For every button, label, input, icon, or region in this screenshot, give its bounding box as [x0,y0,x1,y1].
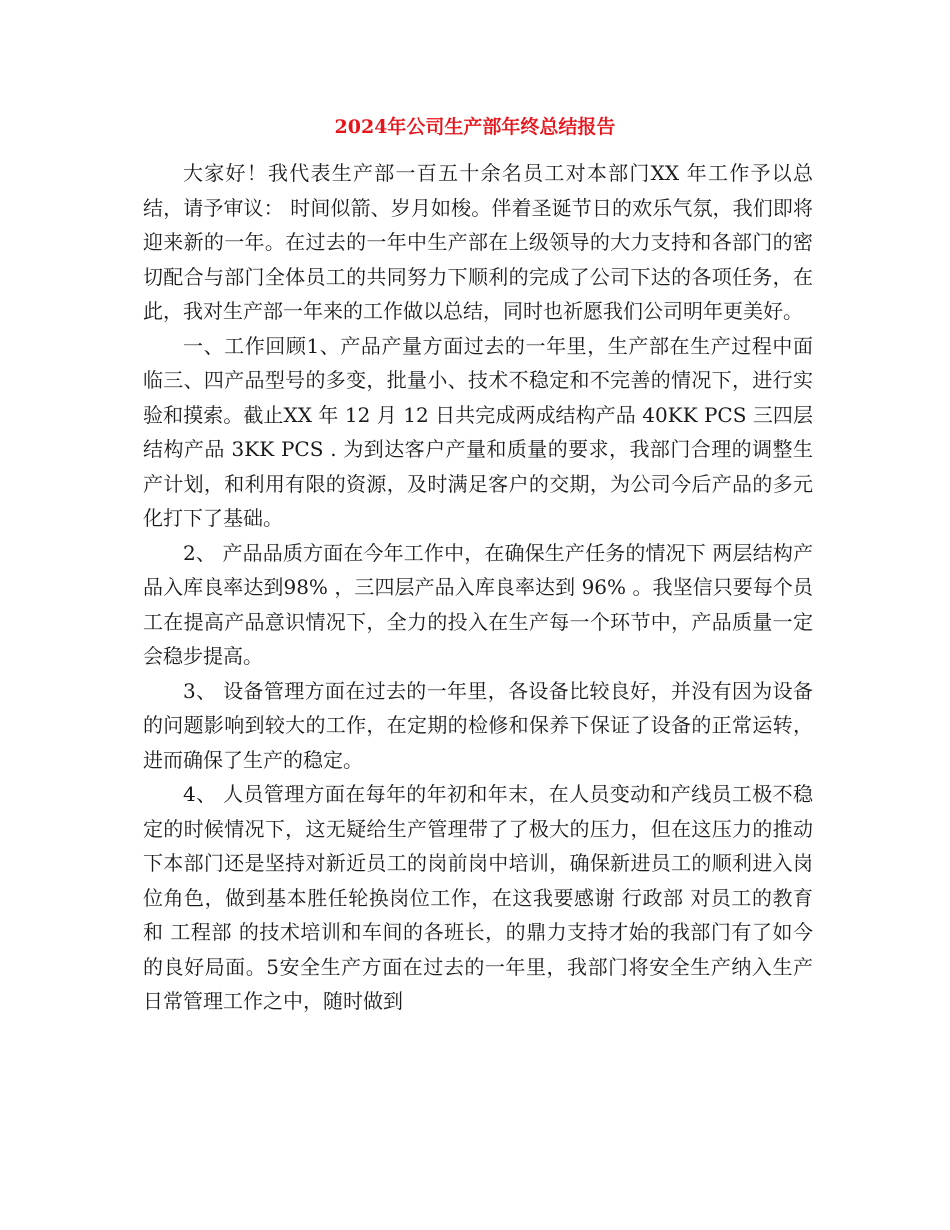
paragraph-quality: 2、 产品品质方面在今年工作中，在确保生产任务的情况下 两层结构产品入库良率达到98% ，三四层产品入库良率达到 96% 。我坚信只要每个员工在提高产品意识情况下，全力的投入在生产每一个环节中，产品质量一定会稳步提高。 [143,540,813,668]
paragraph-intro: 大家好！我代表生产部一百五十余名员工对本部门XX 年工作予以总结，请予审议： 时间似箭、岁月如梭。伴着圣诞节日的欢乐气氛，我们即将迎来新的一年。在过去的一年中生产部在上级领导的大力支持和各部门的密切配合与部门全体员工的共同努力下顺利的完成了公司下达的各项任务，在此，我对生产部一年来的工作做以总结，同时也祈愿我们公司明年更美好。 [143,161,813,323]
paragraph-equipment: 3、 设备管理方面在过去的一年里，各设备比较良好，并没有因为设备的问题影响到较大的工作，在定期的检修和保养下保证了设备的正常运转，进而确保了生产的稳定。 [143,678,813,772]
paragraph-output: 一、工作回顾1、产品产量方面过去的一年里，生产部在生产过程中面临三、四产品型号的多变，批量小、技术不稳定和不完善的情况下，进行实验和摸索。截止XX 年 12 月 12 日共完成两成结构产品 40KK PCS 三四层结构产品 3KK PCS . 为到达客户产量和质量的要求，我部门合理的调整生产计划，和利用有限的资源，及时满足客户的交期，为公司今后产品的多元化打下了基础。 [143,333,813,530]
document-body [143,156,813,1019]
document-title: 2024年公司生产部年终总结报告 [334,116,616,138]
paragraph-personnel: 4、 人员管理方面在每年的年初和年末，在人员变动和产线员工极不稳定的时候情况下，这无疑给生产管理带了了极大的压力，但在这压力的推动下本部门还是坚持对新近员工的岗前岗中培训，确保新进员工的顺利进入岗位角色，做到基本胜任轮换岗位工作，在这我要感谢 行政部 对员工的教育和 工程部 的技术培训和车间的各班长，的鼎力支持才始的我部门有了如今的良好局面。5安全生产方面在过去的一年里，我部门将安全生产纳入生产日常管理工作之中，随时做到 [143,782,813,1013]
